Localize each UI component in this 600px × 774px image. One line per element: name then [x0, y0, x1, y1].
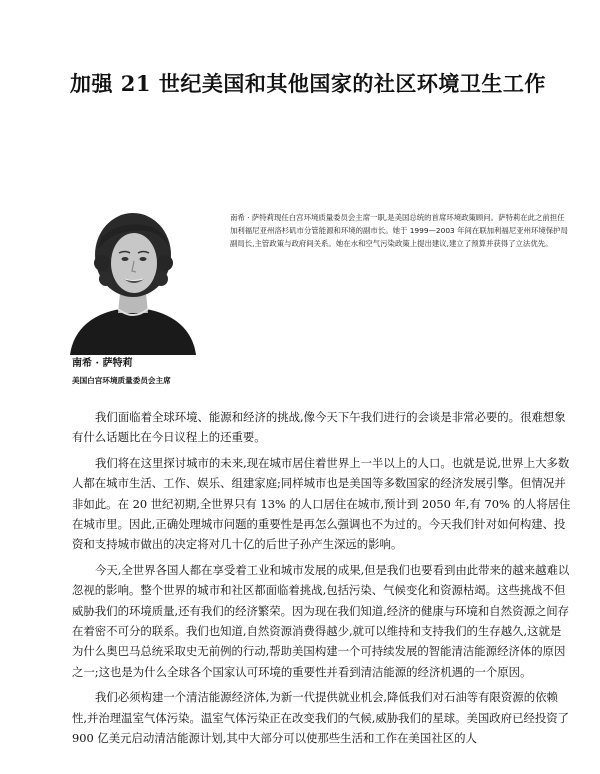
paragraph: 我们将在这里探讨城市的未来,现在城市居住着世界上一半以上的人口。也就是说,世界上大多数人都在城市生活、工作、娱乐、组建家庭;同样城市也是美国等多数国家的经济发展引擎。但情况并非如此。在 20 世纪初期,全世界只有 13% 的人口居住在城市,预计到 2050 年,有 70% 的人将居住在城市里。因此,正确处理城市问题的重要性是再怎么强调也不为过的。今天我们针对如何构建、投资和支持城市做出的决定将对几十亿的后世子孙产生深远的影响。 [72, 455, 571, 552]
article-body [72, 407, 571, 754]
author-bio: 南希 · 萨特莉现任白宫环境质量委员会主席一职,是美国总统的首席环境政策顾问。萨特莉在此之前担任加利福尼亚州洛杉矶市分管能源和环境的副市长。她于 1999—2003 年间在联加利福尼亚州环境保护局副局长,主管政策与政府间关系。她在水和空气污染政策上提出建议,建立了预算并获得了立法优先。 [230, 213, 568, 248]
paragraph: 今天,全世界各国人都在享受着工业和城市发展的成果,但是我们也要看到由此带来的越来越难以忽视的影响。整个世界的城市和社区都面临着挑战,包括污染、气候变化和资源枯竭。这些挑战不但威胁我们的环境质量,还有我们的经济繁荣。因为现在我们知道,经济的健康与环境和自然资源之间存在着密不可分的联系。我们也知道,自然资源消费得越少,就可以维持和支持我们的生存越久,这就是为什么奥巴马总统采取史无前例的行动,帮助美国构建一个可持续发展的智能清洁能源经济体的原因之一;这也是为什么全球各个国家认可环境的重要性并看到清洁能源的经济机遇的一个原因。 [72, 562, 570, 679]
author-name: 南希 · 萨特莉 [72, 358, 133, 369]
author-portrait [68, 205, 198, 355]
author-role: 美国白宫环境质量委员会主席 [72, 376, 171, 385]
article-title: 加强 21 世纪美国和其他国家的社区环境卫生工作 [70, 71, 546, 96]
paragraph: 我们面临着全球环境、能源和经济的挑战,像今天下午我们进行的会谈是非常必要的。很难想象有什么话题比在今日议程上的还重要。 [72, 410, 566, 445]
portrait-image [68, 205, 198, 355]
paragraph: 我们必须构建一个清洁能源经济体,为新一代提供就业机会,降低我们对石油等有限资源的依赖性,并治理温室气体污染。温室气体污染正在改变我们的气候,威胁我们的星球。美国政府已经投资了 900 亿美元启动清洁能源计划,其中大部分可以使那些生活和工作在美国社区的人 [72, 690, 570, 746]
